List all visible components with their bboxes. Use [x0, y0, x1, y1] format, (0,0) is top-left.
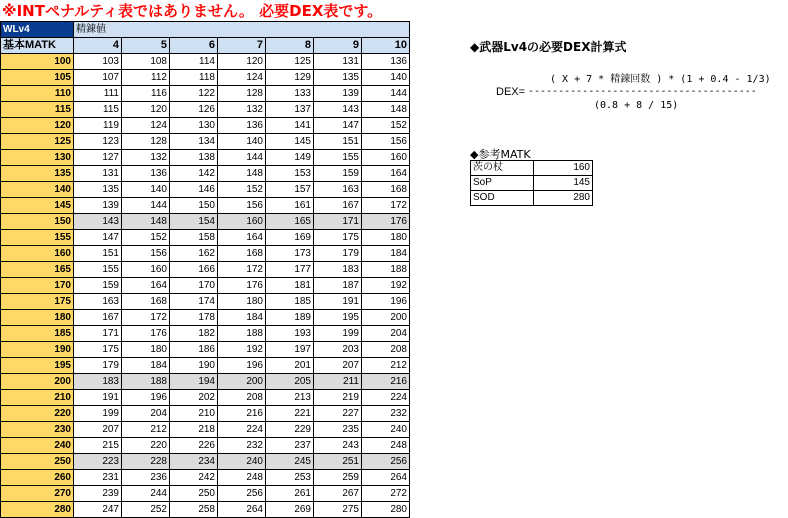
dex-value-cell: 147: [314, 118, 362, 134]
row-matk-label: 250: [1, 454, 74, 470]
dex-value-cell: 143: [314, 102, 362, 118]
dex-value-cell: 171: [74, 326, 122, 342]
row-matk-label: 125: [1, 134, 74, 150]
column-header-refine-8: 8: [266, 38, 314, 54]
dex-value-cell: 143: [74, 214, 122, 230]
dex-value-cell: 175: [314, 230, 362, 246]
dex-value-cell: 252: [122, 502, 170, 518]
dex-value-cell: 232: [218, 438, 266, 454]
dex-value-cell: 132: [218, 102, 266, 118]
dex-value-cell: 138: [170, 150, 218, 166]
dex-value-cell: 192: [362, 278, 410, 294]
dex-value-cell: 188: [362, 262, 410, 278]
row-matk-label: 160: [1, 246, 74, 262]
row-matk-label: 270: [1, 486, 74, 502]
dex-value-cell: 259: [314, 470, 362, 486]
dex-value-cell: 232: [362, 406, 410, 422]
reference-name-cell: SoP: [471, 176, 534, 191]
column-header-refine-6: 6: [170, 38, 218, 54]
dex-value-cell: 152: [218, 182, 266, 198]
row-matk-label: 145: [1, 198, 74, 214]
dex-value-cell: 239: [74, 486, 122, 502]
dex-value-cell: 170: [170, 278, 218, 294]
row-matk-label: 280: [1, 502, 74, 518]
dex-value-cell: 231: [74, 470, 122, 486]
table-row: [1, 390, 410, 406]
dex-value-cell: 180: [122, 342, 170, 358]
formula-title: ◆武器Lv4の必要DEX計算式: [470, 40, 627, 54]
dex-value-cell: 237: [266, 438, 314, 454]
dex-value-cell: 188: [122, 374, 170, 390]
table-row: [1, 198, 410, 214]
column-header-refine-7: 7: [218, 38, 266, 54]
dex-value-cell: 182: [170, 326, 218, 342]
table-row: [1, 470, 410, 486]
dex-value-cell: 134: [170, 134, 218, 150]
reference-value-cell: 160: [534, 161, 593, 176]
dex-value-cell: 219: [314, 390, 362, 406]
column-header-refine-5: 5: [122, 38, 170, 54]
dex-value-cell: 149: [266, 150, 314, 166]
row-matk-label: 150: [1, 214, 74, 230]
dex-value-cell: 258: [170, 502, 218, 518]
dex-value-cell: 157: [266, 182, 314, 198]
dex-value-cell: 212: [122, 422, 170, 438]
dex-value-cell: 146: [170, 182, 218, 198]
table-row: [1, 86, 410, 102]
dex-value-cell: 184: [122, 358, 170, 374]
dex-value-cell: 164: [218, 230, 266, 246]
dex-value-cell: 160: [122, 262, 170, 278]
dex-value-cell: 152: [122, 230, 170, 246]
dex-value-cell: 207: [74, 422, 122, 438]
row-matk-label: 135: [1, 166, 74, 182]
dex-value-cell: 184: [362, 246, 410, 262]
page-title: ※INTペナルティ表ではありません。 必要DEX表です。: [2, 2, 383, 20]
table-row: [1, 278, 410, 294]
dex-value-cell: 154: [170, 214, 218, 230]
table-row: [1, 54, 410, 70]
dex-value-cell: 159: [314, 166, 362, 182]
dex-value-cell: 111: [74, 86, 122, 102]
dex-value-cell: 160: [362, 150, 410, 166]
dex-value-cell: 116: [122, 86, 170, 102]
dex-value-cell: 164: [362, 166, 410, 182]
dex-value-cell: 135: [314, 70, 362, 86]
dex-value-cell: 125: [266, 54, 314, 70]
dex-value-cell: 155: [314, 150, 362, 166]
dex-value-cell: 169: [266, 230, 314, 246]
dex-value-cell: 119: [74, 118, 122, 134]
dex-value-cell: 141: [266, 118, 314, 134]
dex-value-cell: 247: [74, 502, 122, 518]
dex-value-cell: 135: [74, 182, 122, 198]
dex-value-cell: 248: [362, 438, 410, 454]
row-matk-label: 240: [1, 438, 74, 454]
dex-value-cell: 152: [362, 118, 410, 134]
table-row: [1, 70, 410, 86]
row-matk-label: 105: [1, 70, 74, 86]
dex-value-cell: 159: [74, 278, 122, 294]
refine-label-cell: 精錬値: [74, 22, 410, 38]
dex-value-cell: 115: [74, 102, 122, 118]
column-header-refine-9: 9: [314, 38, 362, 54]
dex-value-cell: 144: [362, 86, 410, 102]
dex-value-cell: 234: [170, 454, 218, 470]
dex-value-cell: 200: [362, 310, 410, 326]
dex-value-cell: 213: [266, 390, 314, 406]
dex-value-cell: 155: [74, 262, 122, 278]
dex-value-cell: 151: [314, 134, 362, 150]
table-row: [1, 262, 410, 278]
dex-value-cell: 172: [362, 198, 410, 214]
row-matk-label: 185: [1, 326, 74, 342]
row-matk-label: 220: [1, 406, 74, 422]
table-row: [1, 166, 410, 182]
dex-value-cell: 199: [74, 406, 122, 422]
dex-value-cell: 148: [362, 102, 410, 118]
row-matk-label: 120: [1, 118, 74, 134]
reference-row: [471, 161, 593, 176]
table-top-header-row: [1, 22, 410, 38]
row-matk-label: 190: [1, 342, 74, 358]
dex-value-cell: 264: [362, 470, 410, 486]
dex-value-cell: 204: [362, 326, 410, 342]
dex-value-cell: 151: [74, 246, 122, 262]
row-matk-label: 140: [1, 182, 74, 198]
reference-name-cell: 茨の杖: [471, 161, 534, 176]
dex-value-cell: 186: [170, 342, 218, 358]
dex-value-cell: 236: [122, 470, 170, 486]
dex-value-cell: 242: [170, 470, 218, 486]
dex-value-cell: 164: [122, 278, 170, 294]
dex-value-cell: 165: [266, 214, 314, 230]
dex-value-cell: 140: [122, 182, 170, 198]
table-row: [1, 342, 410, 358]
dex-value-cell: 166: [170, 262, 218, 278]
dex-value-cell: 172: [218, 262, 266, 278]
table-row: [1, 502, 410, 518]
dex-value-cell: 156: [218, 198, 266, 214]
dex-value-cell: 201: [266, 358, 314, 374]
dex-value-cell: 220: [122, 438, 170, 454]
dex-value-cell: 130: [170, 118, 218, 134]
dex-value-cell: 131: [74, 166, 122, 182]
dex-value-cell: 156: [362, 134, 410, 150]
column-header-row: [1, 38, 410, 54]
dex-value-cell: 148: [122, 214, 170, 230]
dex-value-cell: 223: [74, 454, 122, 470]
dex-value-cell: 216: [362, 374, 410, 390]
dex-value-cell: 120: [122, 102, 170, 118]
dex-value-cell: 224: [218, 422, 266, 438]
dex-value-cell: 162: [170, 246, 218, 262]
dex-value-cell: 177: [266, 262, 314, 278]
dex-value-cell: 204: [122, 406, 170, 422]
dex-value-cell: 184: [218, 310, 266, 326]
dex-value-cell: 103: [74, 54, 122, 70]
dex-value-cell: 167: [314, 198, 362, 214]
dex-value-cell: 253: [266, 470, 314, 486]
dex-value-cell: 178: [170, 310, 218, 326]
dex-value-cell: 187: [314, 278, 362, 294]
table-row: [1, 150, 410, 166]
dex-value-cell: 147: [74, 230, 122, 246]
row-matk-label: 110: [1, 86, 74, 102]
dex-value-cell: 140: [362, 70, 410, 86]
dex-value-cell: 264: [218, 502, 266, 518]
dex-value-cell: 176: [362, 214, 410, 230]
dex-value-cell: 128: [122, 134, 170, 150]
dex-value-cell: 171: [314, 214, 362, 230]
reference-title: ◆参考MATK: [470, 148, 531, 161]
dex-value-cell: 175: [74, 342, 122, 358]
reference-row: [471, 176, 593, 191]
table-row: [1, 406, 410, 422]
dex-value-cell: 261: [266, 486, 314, 502]
dex-value-cell: 215: [74, 438, 122, 454]
dex-value-cell: 174: [170, 294, 218, 310]
dex-value-cell: 107: [74, 70, 122, 86]
table-row: [1, 454, 410, 470]
dex-value-cell: 108: [122, 54, 170, 70]
dex-value-cell: 126: [170, 102, 218, 118]
dex-value-cell: 275: [314, 502, 362, 518]
dex-value-cell: 185: [266, 294, 314, 310]
dex-value-cell: 120: [218, 54, 266, 70]
dex-value-cell: 203: [314, 342, 362, 358]
formula-numerator: ( X + 7 * 精錬回数 ) * (1 + 0.4 - 1/3): [550, 74, 771, 85]
dex-value-cell: 144: [218, 150, 266, 166]
dex-value-cell: 202: [170, 390, 218, 406]
dex-value-cell: 212: [362, 358, 410, 374]
dex-value-cell: 192: [218, 342, 266, 358]
dex-value-cell: 137: [266, 102, 314, 118]
dex-value-cell: 142: [170, 166, 218, 182]
dex-value-cell: 188: [218, 326, 266, 342]
wlv-cell: WLv4: [1, 22, 74, 38]
dex-value-cell: 272: [362, 486, 410, 502]
row-matk-label: 175: [1, 294, 74, 310]
dex-value-cell: 210: [170, 406, 218, 422]
table-row: [1, 134, 410, 150]
dex-value-cell: 191: [314, 294, 362, 310]
dex-value-cell: 208: [362, 342, 410, 358]
row-matk-label: 180: [1, 310, 74, 326]
row-matk-label: 195: [1, 358, 74, 374]
reference-value-cell: 280: [534, 191, 593, 206]
table-row: [1, 486, 410, 502]
dex-value-cell: 136: [362, 54, 410, 70]
dex-value-cell: 207: [314, 358, 362, 374]
formula-denominator: (0.8 + 8 / 15): [594, 100, 679, 111]
dex-value-cell: 139: [314, 86, 362, 102]
dex-value-cell: 221: [266, 406, 314, 422]
table-row: [1, 246, 410, 262]
table-row: [1, 182, 410, 198]
dex-value-cell: 160: [218, 214, 266, 230]
dex-value-cell: 197: [266, 342, 314, 358]
dex-value-cell: 218: [170, 422, 218, 438]
dex-value-cell: 127: [74, 150, 122, 166]
dex-value-cell: 183: [314, 262, 362, 278]
dex-value-cell: 189: [266, 310, 314, 326]
dex-value-cell: 161: [266, 198, 314, 214]
table-row: [1, 422, 410, 438]
formula-lhs: DEX=: [496, 86, 526, 98]
dex-value-cell: 168: [218, 246, 266, 262]
reference-name-cell: SOD: [471, 191, 534, 206]
dex-value-cell: 128: [218, 86, 266, 102]
dex-value-cell: 168: [122, 294, 170, 310]
table-row: [1, 214, 410, 230]
dex-value-cell: 163: [314, 182, 362, 198]
column-header-refine-10: 10: [362, 38, 410, 54]
dex-value-cell: 211: [314, 374, 362, 390]
reference-table: [470, 160, 593, 206]
dex-value-cell: 251: [314, 454, 362, 470]
dex-value-cell: 196: [362, 294, 410, 310]
dex-value-cell: 196: [218, 358, 266, 374]
dex-value-cell: 245: [266, 454, 314, 470]
row-matk-label: 100: [1, 54, 74, 70]
dex-value-cell: 228: [122, 454, 170, 470]
dex-value-cell: 179: [314, 246, 362, 262]
dex-value-cell: 158: [170, 230, 218, 246]
dex-value-cell: 235: [314, 422, 362, 438]
dex-value-cell: 132: [122, 150, 170, 166]
row-matk-label: 200: [1, 374, 74, 390]
table-row: [1, 438, 410, 454]
table-row: [1, 310, 410, 326]
row-matk-label: 165: [1, 262, 74, 278]
table-row: [1, 230, 410, 246]
dex-value-cell: 199: [314, 326, 362, 342]
dex-value-cell: 156: [122, 246, 170, 262]
dex-value-cell: 205: [266, 374, 314, 390]
dex-value-cell: 180: [218, 294, 266, 310]
dex-value-cell: 244: [122, 486, 170, 502]
row-matk-label: 115: [1, 102, 74, 118]
dex-value-cell: 112: [122, 70, 170, 86]
matk-label-cell: 基本MATK: [1, 38, 74, 54]
dex-value-cell: 240: [362, 422, 410, 438]
dex-value-cell: 172: [122, 310, 170, 326]
dex-value-cell: 200: [218, 374, 266, 390]
dex-value-cell: 153: [266, 166, 314, 182]
dex-value-cell: 118: [170, 70, 218, 86]
reference-value-cell: 145: [534, 176, 593, 191]
column-header-refine-4: 4: [74, 38, 122, 54]
dex-value-cell: 216: [218, 406, 266, 422]
reference-row: [471, 191, 593, 206]
dex-value-cell: 180: [362, 230, 410, 246]
table-row: [1, 358, 410, 374]
dex-table: [0, 21, 410, 518]
dex-value-cell: 181: [266, 278, 314, 294]
dex-value-cell: 193: [266, 326, 314, 342]
dex-value-cell: 123: [74, 134, 122, 150]
dex-value-cell: 208: [218, 390, 266, 406]
dex-value-cell: 280: [362, 502, 410, 518]
table-row: [1, 102, 410, 118]
table-row: [1, 118, 410, 134]
dex-value-cell: 256: [362, 454, 410, 470]
row-matk-label: 155: [1, 230, 74, 246]
table-row: [1, 374, 410, 390]
formula-fraction-bar: --------------------------------------: [528, 86, 757, 97]
table-row: [1, 326, 410, 342]
dex-value-cell: 176: [218, 278, 266, 294]
dex-value-cell: 227: [314, 406, 362, 422]
row-matk-label: 230: [1, 422, 74, 438]
dex-value-cell: 256: [218, 486, 266, 502]
dex-value-cell: 136: [218, 118, 266, 134]
dex-value-cell: 163: [74, 294, 122, 310]
dex-value-cell: 176: [122, 326, 170, 342]
dex-value-cell: 269: [266, 502, 314, 518]
dex-value-cell: 114: [170, 54, 218, 70]
dex-value-cell: 168: [362, 182, 410, 198]
dex-value-cell: 129: [266, 70, 314, 86]
table-row: [1, 294, 410, 310]
dex-value-cell: 248: [218, 470, 266, 486]
dex-value-cell: 140: [218, 134, 266, 150]
dex-value-cell: 196: [122, 390, 170, 406]
dex-value-cell: 250: [170, 486, 218, 502]
dex-value-cell: 195: [314, 310, 362, 326]
dex-value-cell: 144: [122, 198, 170, 214]
dex-value-cell: 131: [314, 54, 362, 70]
dex-value-cell: 224: [362, 390, 410, 406]
dex-value-cell: 243: [314, 438, 362, 454]
dex-value-cell: 194: [170, 374, 218, 390]
dex-value-cell: 139: [74, 198, 122, 214]
dex-value-cell: 190: [170, 358, 218, 374]
dex-value-cell: 122: [170, 86, 218, 102]
dex-value-cell: 183: [74, 374, 122, 390]
dex-value-cell: 173: [266, 246, 314, 262]
dex-value-cell: 124: [218, 70, 266, 86]
dex-value-cell: 133: [266, 86, 314, 102]
dex-value-cell: 267: [314, 486, 362, 502]
dex-value-cell: 145: [266, 134, 314, 150]
dex-value-cell: 240: [218, 454, 266, 470]
row-matk-label: 260: [1, 470, 74, 486]
row-matk-label: 130: [1, 150, 74, 166]
dex-value-cell: 124: [122, 118, 170, 134]
dex-value-cell: 191: [74, 390, 122, 406]
dex-value-cell: 136: [122, 166, 170, 182]
dex-value-cell: 150: [170, 198, 218, 214]
row-matk-label: 210: [1, 390, 74, 406]
row-matk-label: 170: [1, 278, 74, 294]
dex-value-cell: 229: [266, 422, 314, 438]
dex-value-cell: 167: [74, 310, 122, 326]
dex-value-cell: 148: [218, 166, 266, 182]
dex-value-cell: 179: [74, 358, 122, 374]
dex-value-cell: 226: [170, 438, 218, 454]
